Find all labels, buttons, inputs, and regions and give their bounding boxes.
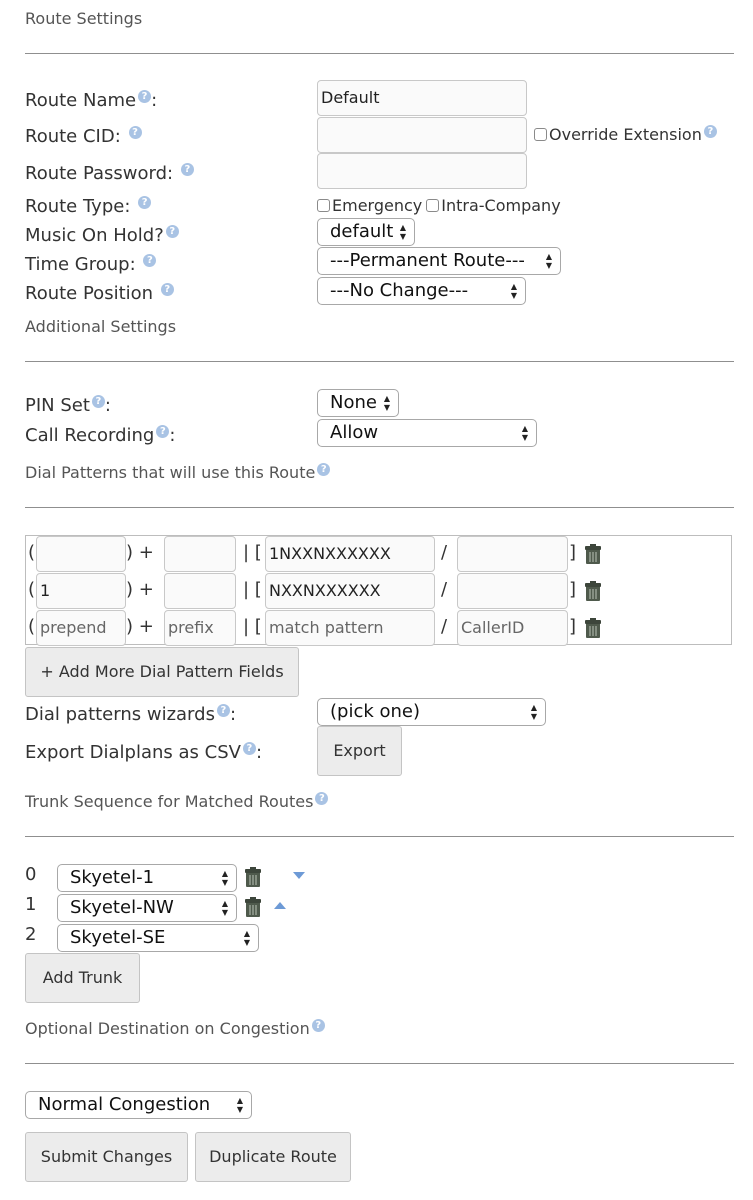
prepend-input[interactable]: prepend (36, 610, 126, 646)
duplicate-route-button[interactable]: Duplicate Route (195, 1132, 351, 1182)
pinset-label: PIN Set (25, 395, 90, 416)
colon: : (169, 425, 176, 446)
export-button[interactable]: Export (317, 726, 402, 776)
prefix-input[interactable] (164, 573, 236, 609)
route-type-options (317, 196, 561, 215)
moh-select-value: default (330, 221, 394, 242)
move-up-arrow-icon[interactable] (274, 902, 286, 909)
close-bracket: ] (569, 579, 577, 600)
select-arrows-icon: ▲ ▼ (236, 1096, 244, 1114)
callerid-input[interactable] (457, 573, 568, 609)
trunk-index: 0 (25, 864, 37, 885)
close-bracket: ] (569, 542, 577, 563)
route-type-label: Route Type: (25, 196, 131, 217)
open-paren: ( (28, 616, 36, 637)
moh-label: Music On Hold? (25, 225, 164, 246)
route-position-select-value: ---No Change--- (330, 280, 469, 301)
slash: / (441, 542, 448, 563)
route-cid-input[interactable] (317, 117, 527, 153)
help-icon[interactable]: ? (92, 395, 105, 408)
section-trunk-sequence-label: Trunk Sequence for Matched Routes (25, 792, 314, 811)
section-dial-patterns-label: Dial Patterns that will use this Route (25, 463, 316, 482)
close-paren-plus: ) + (126, 542, 154, 563)
section-dial-patterns (25, 463, 330, 482)
match-pattern-input[interactable]: 1NXXNXXXXXX (265, 536, 435, 572)
dial-patterns-wizard-select[interactable] (317, 698, 546, 726)
trunk-index: 2 (25, 924, 37, 945)
trash-icon[interactable] (583, 543, 603, 565)
override-extension-checkbox[interactable] (534, 128, 547, 141)
help-icon[interactable]: ? (181, 163, 194, 176)
trunk-select-value: Skyetel-NW (70, 897, 174, 918)
section-trunk-sequence (25, 792, 328, 811)
emergency-checkbox[interactable] (317, 199, 330, 212)
moh-label-row (25, 225, 179, 246)
call-recording-label: Call Recording (25, 425, 155, 446)
time-group-label-row (25, 254, 156, 275)
callerid-input[interactable] (457, 536, 568, 572)
route-password-label: Route Password: (25, 163, 174, 184)
select-arrows-icon: ▲ ▼ (545, 252, 553, 270)
open-paren: ( (28, 579, 36, 600)
override-extension-row (534, 125, 717, 144)
pinset-select[interactable] (317, 389, 399, 417)
callerid-input[interactable]: CallerID (457, 610, 568, 646)
help-icon[interactable]: ? (317, 463, 330, 476)
route-cid-label-row (25, 126, 142, 147)
help-icon[interactable]: ? (312, 1019, 325, 1032)
help-icon[interactable]: ? (143, 254, 156, 267)
route-name-input[interactable]: Default (317, 80, 527, 116)
route-name-label-row (25, 90, 157, 111)
select-arrows-icon: ▲ ▼ (399, 223, 407, 241)
route-password-input[interactable] (317, 153, 527, 189)
section-additional-settings: Additional Settings (25, 317, 177, 336)
help-icon[interactable]: ? (156, 425, 169, 438)
route-name-label: Route Name (25, 90, 137, 111)
call-recording-select-value: Allow (330, 422, 379, 443)
congestion-select-value: Normal Congestion (38, 1094, 211, 1115)
divider (25, 53, 734, 54)
move-down-arrow-icon[interactable] (293, 872, 305, 879)
help-icon[interactable]: ? (138, 196, 151, 209)
divider (25, 361, 734, 362)
route-password-label-row (25, 163, 194, 184)
divider (25, 507, 734, 508)
export-label-row (25, 742, 262, 763)
trunk-select[interactable] (57, 864, 237, 892)
add-trunk-button[interactable]: Add Trunk (25, 953, 140, 1003)
help-icon[interactable]: ? (138, 90, 151, 103)
select-arrows-icon: ▲ ▼ (221, 899, 229, 917)
select-arrows-icon: ▲ ▼ (510, 282, 518, 300)
select-arrows-icon: ▲ ▼ (221, 869, 229, 887)
call-recording-select[interactable] (317, 419, 537, 447)
route-type-label-row (25, 196, 151, 217)
emergency-label: Emergency (332, 196, 423, 215)
trash-icon[interactable] (243, 866, 263, 888)
select-arrows-icon: ▲ ▼ (530, 703, 538, 721)
pipe-bracket: | [ (243, 542, 262, 563)
trunk-select-value: Skyetel-1 (70, 867, 155, 888)
trunk-select-value: Skyetel-SE (70, 927, 166, 948)
time-group-label: Time Group: (25, 254, 136, 275)
trunk-index: 1 (25, 894, 37, 915)
help-icon[interactable]: ? (243, 742, 256, 755)
wizard-select-value: (pick one) (330, 701, 421, 722)
divider (25, 1063, 734, 1064)
wizards-label: Dial patterns wizards (25, 704, 215, 725)
select-arrows-icon: ▲ ▼ (243, 929, 251, 947)
time-group-select[interactable] (317, 247, 561, 275)
help-icon[interactable]: ? (217, 704, 230, 717)
prepend-input[interactable]: 1 (36, 573, 126, 609)
route-position-label-row (25, 283, 174, 304)
section-optional-destination (25, 1019, 325, 1038)
colon: : (151, 90, 158, 111)
moh-select[interactable] (317, 218, 415, 246)
section-route-settings: Route Settings (25, 9, 143, 28)
help-icon[interactable]: ? (166, 225, 179, 238)
export-label: Export Dialplans as CSV (25, 742, 241, 763)
divider (25, 836, 734, 837)
prefix-input[interactable] (164, 536, 236, 572)
colon: : (229, 704, 237, 725)
match-pattern-input[interactable]: NXXNXXXXXX (265, 573, 435, 609)
match-pattern-input[interactable]: match pattern (265, 610, 435, 646)
congestion-select[interactable] (25, 1091, 252, 1119)
prepend-input[interactable] (36, 536, 126, 572)
open-paren: ( (28, 542, 36, 563)
pinset-select-value: None (330, 392, 377, 413)
trunk-select[interactable] (57, 894, 237, 922)
section-optional-destination-label: Optional Destination on Congestion (25, 1019, 310, 1038)
colon: : (255, 742, 263, 763)
override-extension-label: Override Extension (549, 125, 702, 144)
trash-icon[interactable] (243, 896, 263, 918)
help-icon[interactable]: ? (129, 126, 142, 139)
trash-icon[interactable] (583, 617, 603, 639)
trunk-select[interactable] (57, 924, 259, 952)
close-paren-plus: ) + (126, 616, 154, 637)
select-arrows-icon: ▲ ▼ (521, 424, 529, 442)
close-bracket: ] (569, 616, 577, 637)
intra-company-label: Intra-Company (441, 196, 561, 215)
call-recording-label-row (25, 425, 175, 446)
slash: / (441, 579, 448, 600)
time-group-select-value: ---Permanent Route--- (330, 250, 525, 271)
pipe-bracket: | [ (243, 579, 262, 600)
help-icon[interactable]: ? (315, 792, 328, 805)
help-icon[interactable]: ? (161, 283, 174, 296)
wizards-label-row (25, 704, 236, 725)
pinset-label-row (25, 395, 111, 416)
close-paren-plus: ) + (126, 579, 154, 600)
intra-company-checkbox[interactable] (426, 199, 439, 212)
select-arrows-icon: ▲ ▼ (383, 394, 391, 412)
route-position-select[interactable] (317, 277, 526, 305)
add-more-dial-pattern-button[interactable]: + Add More Dial Pattern Fields (25, 647, 299, 697)
colon: : (104, 395, 111, 416)
submit-changes-button[interactable]: Submit Changes (25, 1132, 188, 1182)
route-cid-label: Route CID: (25, 126, 121, 147)
route-position-label: Route Position (25, 283, 154, 304)
pipe-bracket: | [ (243, 616, 262, 637)
trash-icon[interactable] (583, 580, 603, 602)
help-icon[interactable]: ? (704, 125, 717, 138)
prefix-input[interactable]: prefix (164, 610, 236, 646)
slash: / (441, 616, 448, 637)
